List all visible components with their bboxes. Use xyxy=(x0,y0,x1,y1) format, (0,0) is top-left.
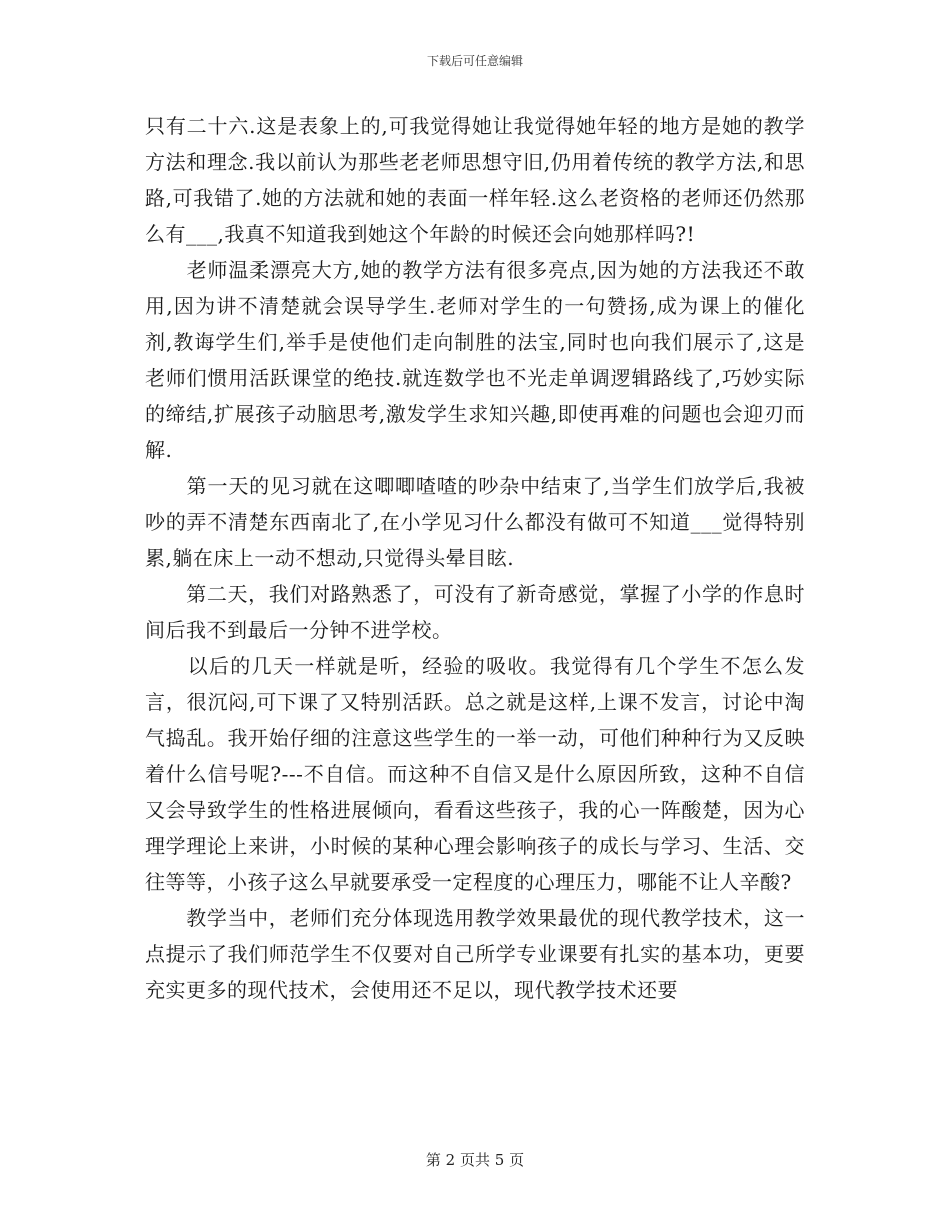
paragraph-3: 第一天的见习就在这唧唧喳喳的吵杂中结束了,当学生们放学后,我被吵的弄不清楚东西南北了,在小学见习什么都没有做可不知道___觉得特别累,躺在床上一动不想动,只觉得头晕目眩. xyxy=(145,474,805,570)
paragraph-6: 教学当中，老师们充分体现选用教学效果最优的现代教学技术，这一点提示了我们师范学生不仅要对自己所学专业课要有扎实的基本功，更要充实更多的现代技术，会使用还不足以，现代教学技术还要 xyxy=(145,906,805,1002)
paragraph-1: 只有二十六.这是表象上的,可我觉得她让我觉得她年轻的地方是她的教学方法和理念.我以前认为那些老老师思想守旧,仍用着传统的教学方法,和思路,可我错了.她的方法就和她的表面一样年轻.这么老资格的老师还仍然那么有___,我真不知道我到她这个年龄的时候还会向她那样吗?! xyxy=(145,114,805,246)
paragraph-4: 第二天，我们对路熟悉了，可没有了新奇感觉，掌握了小学的作息时间后我不到最后一分钟不进学校。 xyxy=(145,582,805,642)
paragraph-2: 老师温柔漂亮大方,她的教学方法有很多亮点,因为她的方法我还不敢用,因为讲不清楚就会误导学生.老师对学生的一句赞扬,成为课上的催化剂,教诲学生们,举手是使他们走向制胜的法宝,同时也向我们展示了,这是老师们惯用活跃课堂的绝技.就连数学也不光走单调逻辑路线了,巧妙实际的缔结,扩展孩子动脑思考,激发学生求知兴趣,即使再难的问题也会迎刃而解. xyxy=(145,258,805,462)
paragraph-5: 以后的几天一样就是听，经验的吸收。我觉得有几个学生不怎么发言，很沉闷,可下课了又特别活跃。总之就是这样,上课不发言，讨论中淘气捣乱。我开始仔细的注意这些学生的一举一动，可他们种种行为又反映着什么信号呢?---不自信。而这种不自信又是什么原因所致，这种不自信又会导致学生的性格进展倾向，看看这些孩子，我的心一阵酸楚，因为心理学理论上来讲，小时候的某种心理会影响孩子的成长与学习、生活、交往等等，小孩子这么早就要承受一定程度的心理压力，哪能不让人辛酸? xyxy=(145,654,805,894)
page-header: 下载后可任意编辑 xyxy=(426,54,523,68)
page-number-footer: 第 2 页共 5 页 xyxy=(425,1151,525,1169)
document-body xyxy=(145,108,805,1008)
